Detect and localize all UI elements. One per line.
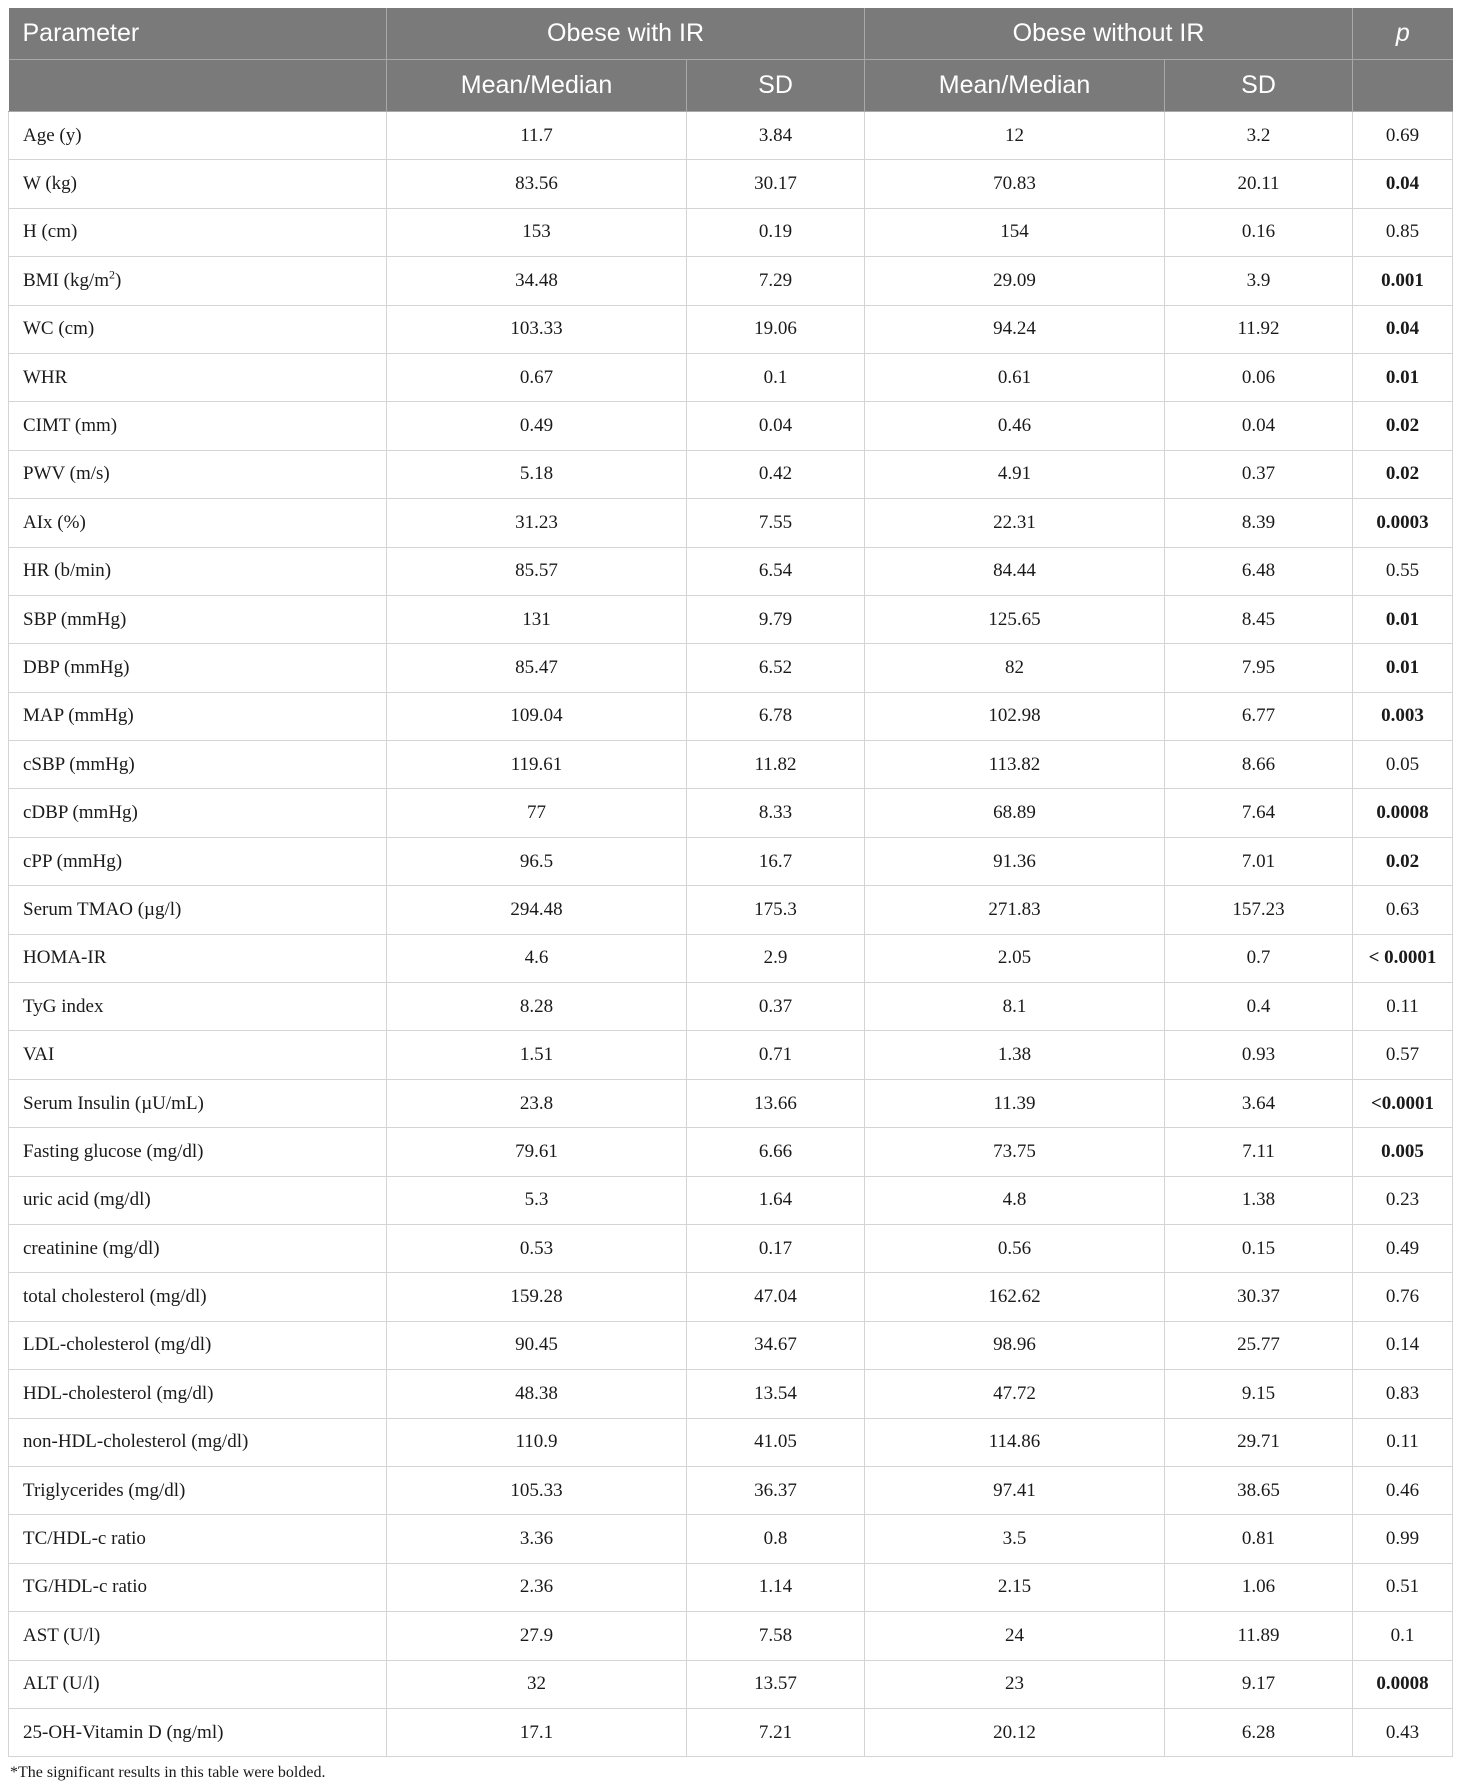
parameter-label: cDBP (mmHg): [23, 802, 138, 824]
cell-p-value: 0.0008: [1353, 1660, 1453, 1708]
table-row: [9, 353, 1453, 401]
parameter-label: LDL-cholesterol (mg/dl): [23, 1334, 212, 1356]
cell-sd-without-ir: 9.15: [1165, 1370, 1353, 1418]
cell-p-value: 0.57: [1353, 1031, 1453, 1079]
table-row: [9, 402, 1453, 450]
table-row: [9, 1176, 1453, 1224]
cell-mean-without-ir: 70.83: [865, 160, 1165, 208]
cell-parameter: [9, 741, 387, 789]
cell-sd-without-ir: 1.38: [1165, 1176, 1353, 1224]
cell-parameter: [9, 305, 387, 353]
parameter-label: Serum TMAO (µg/l): [23, 898, 182, 920]
cell-sd-with-ir: 0.19: [687, 208, 865, 256]
cell-sd-with-ir: 0.71: [687, 1031, 865, 1079]
cell-sd-without-ir: 0.7: [1165, 934, 1353, 982]
cell-mean-without-ir: 154: [865, 208, 1165, 256]
header-p-value: p: [1353, 8, 1453, 60]
parameter-label: ALT (U/l): [23, 1673, 100, 1695]
cell-mean-without-ir: 73.75: [865, 1128, 1165, 1176]
cell-p-value: 0.46: [1353, 1466, 1453, 1514]
cell-parameter: [9, 112, 387, 160]
cell-parameter: [9, 886, 387, 934]
parameter-suffix: ): [115, 269, 122, 291]
cell-mean-without-ir: 22.31: [865, 499, 1165, 547]
results-table: [8, 8, 1453, 1757]
cell-sd-with-ir: 7.29: [687, 257, 865, 305]
table-row: [9, 1708, 1453, 1756]
cell-sd-with-ir: 3.84: [687, 112, 865, 160]
cell-parameter: [9, 1128, 387, 1176]
cell-sd-with-ir: 19.06: [687, 305, 865, 353]
cell-p-value: 0.04: [1353, 160, 1453, 208]
cell-mean-with-ir: 85.57: [387, 547, 687, 595]
cell-parameter: [9, 1031, 387, 1079]
cell-sd-with-ir: 2.9: [687, 934, 865, 982]
cell-p-value: 0.001: [1353, 257, 1453, 305]
cell-parameter: [9, 1612, 387, 1660]
table-row: [9, 1515, 1453, 1563]
parameter-label: cPP (mmHg): [23, 850, 123, 872]
cell-mean-without-ir: 47.72: [865, 1370, 1165, 1418]
cell-sd-with-ir: 175.3: [687, 886, 865, 934]
cell-sd-with-ir: 9.79: [687, 595, 865, 643]
cell-mean-without-ir: 113.82: [865, 741, 1165, 789]
cell-parameter: [9, 983, 387, 1031]
table-row: [9, 1466, 1453, 1514]
parameter-label: CIMT (mm): [23, 415, 118, 437]
parameter-label: SBP (mmHg): [23, 608, 127, 630]
cell-sd-without-ir: 7.64: [1165, 789, 1353, 837]
cell-p-value: < 0.0001: [1353, 934, 1453, 982]
cell-sd-without-ir: 0.15: [1165, 1224, 1353, 1272]
cell-mean-without-ir: 12: [865, 112, 1165, 160]
cell-mean-with-ir: 103.33: [387, 305, 687, 353]
table-row: [9, 208, 1453, 256]
table-row: [9, 1031, 1453, 1079]
table-row: [9, 160, 1453, 208]
cell-mean-with-ir: 48.38: [387, 1370, 687, 1418]
parameter-superscript: 2: [109, 267, 116, 282]
cell-mean-with-ir: 83.56: [387, 160, 687, 208]
cell-parameter: [9, 1321, 387, 1369]
cell-sd-without-ir: 7.01: [1165, 837, 1353, 885]
cell-mean-without-ir: 4.91: [865, 450, 1165, 498]
parameter-label: uric acid (mg/dl): [23, 1189, 151, 1211]
cell-mean-without-ir: 1.38: [865, 1031, 1165, 1079]
parameter-label: W (kg): [23, 173, 77, 195]
cell-mean-without-ir: 102.98: [865, 692, 1165, 740]
cell-sd-without-ir: 8.66: [1165, 741, 1353, 789]
cell-sd-with-ir: 1.14: [687, 1563, 865, 1611]
cell-parameter: [9, 1708, 387, 1756]
cell-mean-without-ir: 2.15: [865, 1563, 1165, 1611]
table-row: [9, 1660, 1453, 1708]
table-row: [9, 1128, 1453, 1176]
cell-p-value: 0.43: [1353, 1708, 1453, 1756]
cell-sd-with-ir: 47.04: [687, 1273, 865, 1321]
cell-mean-with-ir: 8.28: [387, 983, 687, 1031]
cell-sd-with-ir: 6.78: [687, 692, 865, 740]
cell-p-value: 0.69: [1353, 112, 1453, 160]
cell-sd-without-ir: 0.04: [1165, 402, 1353, 450]
table-row: [9, 789, 1453, 837]
table-footnote: *The significant results in this table were bolded.: [10, 1764, 326, 1781]
parameter-label: creatinine (mg/dl): [23, 1237, 160, 1259]
cell-mean-with-ir: 5.3: [387, 1176, 687, 1224]
parameter-label: WC (cm): [23, 318, 95, 340]
cell-parameter: [9, 934, 387, 982]
parameter-label: Age (y): [23, 124, 82, 146]
table-row: [9, 305, 1453, 353]
cell-sd-without-ir: 0.81: [1165, 1515, 1353, 1563]
cell-mean-with-ir: 0.53: [387, 1224, 687, 1272]
parameter-label: HOMA-IR: [23, 947, 107, 969]
parameter-label: AST (U/l): [23, 1624, 101, 1646]
table-row: [9, 1079, 1453, 1127]
cell-parameter: [9, 208, 387, 256]
header-sd-with-ir: SD: [687, 60, 865, 112]
parameter-label: Fasting glucose (mg/dl): [23, 1140, 204, 1162]
cell-sd-with-ir: 41.05: [687, 1418, 865, 1466]
cell-mean-without-ir: 8.1: [865, 983, 1165, 1031]
cell-p-value: 0.01: [1353, 595, 1453, 643]
parameter-label: HR (b/min): [23, 560, 112, 582]
cell-mean-without-ir: 271.83: [865, 886, 1165, 934]
cell-parameter: [9, 1370, 387, 1418]
cell-p-value: 0.49: [1353, 1224, 1453, 1272]
cell-sd-without-ir: 29.71: [1165, 1418, 1353, 1466]
parameter-label: WHR: [23, 366, 68, 388]
cell-sd-without-ir: 8.45: [1165, 595, 1353, 643]
results-table-wrapper: [8, 8, 1452, 1757]
cell-p-value: 0.63: [1353, 886, 1453, 934]
cell-p-value: 0.02: [1353, 450, 1453, 498]
cell-mean-with-ir: 23.8: [387, 1079, 687, 1127]
cell-sd-with-ir: 0.04: [687, 402, 865, 450]
cell-sd-with-ir: 13.66: [687, 1079, 865, 1127]
cell-sd-without-ir: 7.11: [1165, 1128, 1353, 1176]
cell-parameter: [9, 353, 387, 401]
cell-parameter: [9, 595, 387, 643]
header-group-with-ir: Obese with IR: [387, 8, 865, 60]
cell-sd-with-ir: 30.17: [687, 160, 865, 208]
cell-p-value: 0.0003: [1353, 499, 1453, 547]
cell-sd-without-ir: 3.2: [1165, 112, 1353, 160]
cell-p-value: 0.11: [1353, 1418, 1453, 1466]
cell-mean-with-ir: 17.1: [387, 1708, 687, 1756]
cell-sd-with-ir: 0.8: [687, 1515, 865, 1563]
table-row: [9, 595, 1453, 643]
cell-sd-with-ir: 8.33: [687, 789, 865, 837]
table-row: [9, 741, 1453, 789]
cell-sd-with-ir: 7.55: [687, 499, 865, 547]
header-parameter: Parameter: [9, 8, 387, 60]
parameter-label: non-HDL-cholesterol (mg/dl): [23, 1431, 249, 1453]
cell-mean-with-ir: 85.47: [387, 644, 687, 692]
cell-p-value: <0.0001: [1353, 1079, 1453, 1127]
table-row: [9, 547, 1453, 595]
cell-mean-with-ir: 153: [387, 208, 687, 256]
cell-parameter: [9, 789, 387, 837]
cell-mean-without-ir: 0.46: [865, 402, 1165, 450]
table-row: [9, 112, 1453, 160]
cell-parameter: [9, 402, 387, 450]
table-row: [9, 983, 1453, 1031]
cell-mean-with-ir: 77: [387, 789, 687, 837]
cell-mean-without-ir: 0.56: [865, 1224, 1165, 1272]
cell-parameter: [9, 692, 387, 740]
cell-p-value: 0.1: [1353, 1612, 1453, 1660]
cell-mean-without-ir: 23: [865, 1660, 1165, 1708]
cell-mean-with-ir: 79.61: [387, 1128, 687, 1176]
parameter-label: VAI: [23, 1044, 55, 1066]
cell-p-value: 0.11: [1353, 983, 1453, 1031]
cell-sd-with-ir: 16.7: [687, 837, 865, 885]
cell-mean-with-ir: 34.48: [387, 257, 687, 305]
table-row: [9, 1224, 1453, 1272]
table-row: [9, 1370, 1453, 1418]
cell-parameter: [9, 837, 387, 885]
header-group-without-ir: Obese without IR: [865, 8, 1353, 60]
cell-mean-with-ir: 159.28: [387, 1273, 687, 1321]
parameter-label: MAP (mmHg): [23, 705, 134, 727]
cell-sd-without-ir: 38.65: [1165, 1466, 1353, 1514]
cell-p-value: 0.14: [1353, 1321, 1453, 1369]
cell-mean-without-ir: 97.41: [865, 1466, 1165, 1514]
cell-sd-without-ir: 25.77: [1165, 1321, 1353, 1369]
cell-sd-with-ir: 13.57: [687, 1660, 865, 1708]
cell-p-value: 0.51: [1353, 1563, 1453, 1611]
cell-sd-without-ir: 11.89: [1165, 1612, 1353, 1660]
cell-parameter: [9, 1224, 387, 1272]
cell-mean-without-ir: 11.39: [865, 1079, 1165, 1127]
cell-parameter: [9, 1515, 387, 1563]
parameter-label: AIx (%): [23, 511, 86, 533]
cell-sd-without-ir: 0.37: [1165, 450, 1353, 498]
cell-mean-with-ir: 5.18: [387, 450, 687, 498]
cell-sd-without-ir: 3.9: [1165, 257, 1353, 305]
parameter-label: total cholesterol (mg/dl): [23, 1286, 207, 1308]
cell-sd-without-ir: 9.17: [1165, 1660, 1353, 1708]
cell-sd-with-ir: 1.64: [687, 1176, 865, 1224]
cell-p-value: 0.99: [1353, 1515, 1453, 1563]
cell-mean-without-ir: 2.05: [865, 934, 1165, 982]
table-row: [9, 1612, 1453, 1660]
cell-sd-with-ir: 0.37: [687, 983, 865, 1031]
cell-sd-with-ir: 34.67: [687, 1321, 865, 1369]
table-row: [9, 1563, 1453, 1611]
cell-p-value: 0.01: [1353, 644, 1453, 692]
cell-mean-with-ir: 32: [387, 1660, 687, 1708]
table-body: [9, 112, 1453, 1757]
cell-sd-with-ir: 6.66: [687, 1128, 865, 1176]
cell-sd-without-ir: 30.37: [1165, 1273, 1353, 1321]
parameter-label: H (cm): [23, 221, 78, 243]
cell-mean-without-ir: 20.12: [865, 1708, 1165, 1756]
parameter-label: DBP (mmHg): [23, 656, 130, 678]
parameter-label: PWV (m/s): [23, 463, 110, 485]
cell-mean-with-ir: 0.49: [387, 402, 687, 450]
cell-p-value: 0.05: [1353, 741, 1453, 789]
cell-sd-without-ir: 11.92: [1165, 305, 1353, 353]
cell-p-value: 0.0008: [1353, 789, 1453, 837]
cell-parameter: [9, 450, 387, 498]
cell-p-value: 0.005: [1353, 1128, 1453, 1176]
table-row: [9, 1273, 1453, 1321]
cell-parameter: [9, 1176, 387, 1224]
parameter-label: 25-OH-Vitamin D (ng/ml): [23, 1721, 224, 1743]
cell-sd-without-ir: 6.28: [1165, 1708, 1353, 1756]
cell-sd-with-ir: 13.54: [687, 1370, 865, 1418]
cell-parameter: [9, 1563, 387, 1611]
cell-p-value: 0.85: [1353, 208, 1453, 256]
parameter-label: HDL-cholesterol (mg/dl): [23, 1382, 214, 1404]
cell-sd-with-ir: 0.1: [687, 353, 865, 401]
cell-mean-with-ir: 131: [387, 595, 687, 643]
header-mean-without-ir: Mean/Median: [865, 60, 1165, 112]
table-row: [9, 1418, 1453, 1466]
cell-sd-without-ir: 8.39: [1165, 499, 1353, 547]
cell-mean-with-ir: 0.67: [387, 353, 687, 401]
cell-sd-without-ir: 0.16: [1165, 208, 1353, 256]
cell-parameter: [9, 499, 387, 547]
cell-p-value: 0.23: [1353, 1176, 1453, 1224]
cell-mean-with-ir: 11.7: [387, 112, 687, 160]
header-empty-cell: [1353, 60, 1453, 112]
cell-mean-with-ir: 105.33: [387, 1466, 687, 1514]
cell-sd-with-ir: 7.58: [687, 1612, 865, 1660]
cell-mean-with-ir: 90.45: [387, 1321, 687, 1369]
cell-p-value: 0.76: [1353, 1273, 1453, 1321]
table-row: [9, 450, 1453, 498]
cell-parameter: [9, 547, 387, 595]
parameter-label: Serum Insulin (µU/mL): [23, 1092, 204, 1114]
cell-sd-without-ir: 6.77: [1165, 692, 1353, 740]
table-header: [9, 8, 1453, 112]
cell-mean-with-ir: 27.9: [387, 1612, 687, 1660]
cell-mean-without-ir: 84.44: [865, 547, 1165, 595]
cell-parameter: [9, 644, 387, 692]
cell-mean-without-ir: 4.8: [865, 1176, 1165, 1224]
cell-p-value: 0.02: [1353, 837, 1453, 885]
table-row: [9, 499, 1453, 547]
parameter-label: TyG index: [23, 995, 104, 1017]
cell-sd-with-ir: 7.21: [687, 1708, 865, 1756]
cell-sd-without-ir: 0.06: [1165, 353, 1353, 401]
cell-mean-without-ir: 125.65: [865, 595, 1165, 643]
cell-mean-with-ir: 31.23: [387, 499, 687, 547]
table-row: [9, 837, 1453, 885]
cell-p-value: 0.83: [1353, 1370, 1453, 1418]
table-row: [9, 692, 1453, 740]
cell-p-value: 0.02: [1353, 402, 1453, 450]
parameter-label: Triglycerides (mg/dl): [23, 1479, 186, 1501]
cell-mean-with-ir: 4.6: [387, 934, 687, 982]
table-row: [9, 886, 1453, 934]
cell-mean-without-ir: 114.86: [865, 1418, 1165, 1466]
cell-mean-without-ir: 3.5: [865, 1515, 1165, 1563]
header-mean-with-ir: Mean/Median: [387, 60, 687, 112]
cell-mean-with-ir: 110.9: [387, 1418, 687, 1466]
cell-mean-without-ir: 94.24: [865, 305, 1165, 353]
cell-sd-without-ir: 7.95: [1165, 644, 1353, 692]
cell-sd-with-ir: 36.37: [687, 1466, 865, 1514]
cell-p-value: 0.04: [1353, 305, 1453, 353]
header-empty-cell: [9, 60, 387, 112]
cell-sd-with-ir: 11.82: [687, 741, 865, 789]
cell-mean-without-ir: 82: [865, 644, 1165, 692]
cell-sd-without-ir: 20.11: [1165, 160, 1353, 208]
cell-parameter: [9, 1273, 387, 1321]
cell-p-value: 0.55: [1353, 547, 1453, 595]
table-row: [9, 934, 1453, 982]
cell-parameter: [9, 1418, 387, 1466]
cell-mean-with-ir: 3.36: [387, 1515, 687, 1563]
cell-sd-with-ir: 0.42: [687, 450, 865, 498]
cell-mean-without-ir: 98.96: [865, 1321, 1165, 1369]
cell-sd-with-ir: 6.54: [687, 547, 865, 595]
cell-sd-without-ir: 0.93: [1165, 1031, 1353, 1079]
cell-sd-without-ir: 157.23: [1165, 886, 1353, 934]
cell-parameter: [9, 1660, 387, 1708]
cell-mean-with-ir: 96.5: [387, 837, 687, 885]
cell-mean-without-ir: 29.09: [865, 257, 1165, 305]
cell-mean-with-ir: 2.36: [387, 1563, 687, 1611]
parameter-label: cSBP (mmHg): [23, 753, 135, 775]
cell-sd-without-ir: 1.06: [1165, 1563, 1353, 1611]
cell-mean-without-ir: 91.36: [865, 837, 1165, 885]
cell-parameter: [9, 257, 387, 305]
cell-mean-without-ir: 0.61: [865, 353, 1165, 401]
parameter-label: TG/HDL-c ratio: [23, 1576, 147, 1598]
cell-sd-without-ir: 3.64: [1165, 1079, 1353, 1127]
parameter-label: TC/HDL-c ratio: [23, 1528, 146, 1550]
cell-parameter: [9, 160, 387, 208]
table-row: [9, 1321, 1453, 1369]
cell-parameter: [9, 1079, 387, 1127]
cell-p-value: 0.01: [1353, 353, 1453, 401]
header-sd-without-ir: SD: [1165, 60, 1353, 112]
cell-mean-with-ir: 294.48: [387, 886, 687, 934]
cell-mean-without-ir: 24: [865, 1612, 1165, 1660]
cell-mean-without-ir: 68.89: [865, 789, 1165, 837]
cell-mean-without-ir: 162.62: [865, 1273, 1165, 1321]
parameter-label: BMI (kg/m: [23, 269, 110, 291]
cell-p-value: 0.003: [1353, 692, 1453, 740]
cell-mean-with-ir: 109.04: [387, 692, 687, 740]
table-row: [9, 644, 1453, 692]
cell-sd-with-ir: 6.52: [687, 644, 865, 692]
cell-sd-without-ir: 6.48: [1165, 547, 1353, 595]
table-row: [9, 257, 1453, 305]
cell-sd-with-ir: 0.17: [687, 1224, 865, 1272]
cell-sd-without-ir: 0.4: [1165, 983, 1353, 1031]
cell-parameter: [9, 1466, 387, 1514]
cell-mean-with-ir: 119.61: [387, 741, 687, 789]
cell-mean-with-ir: 1.51: [387, 1031, 687, 1079]
